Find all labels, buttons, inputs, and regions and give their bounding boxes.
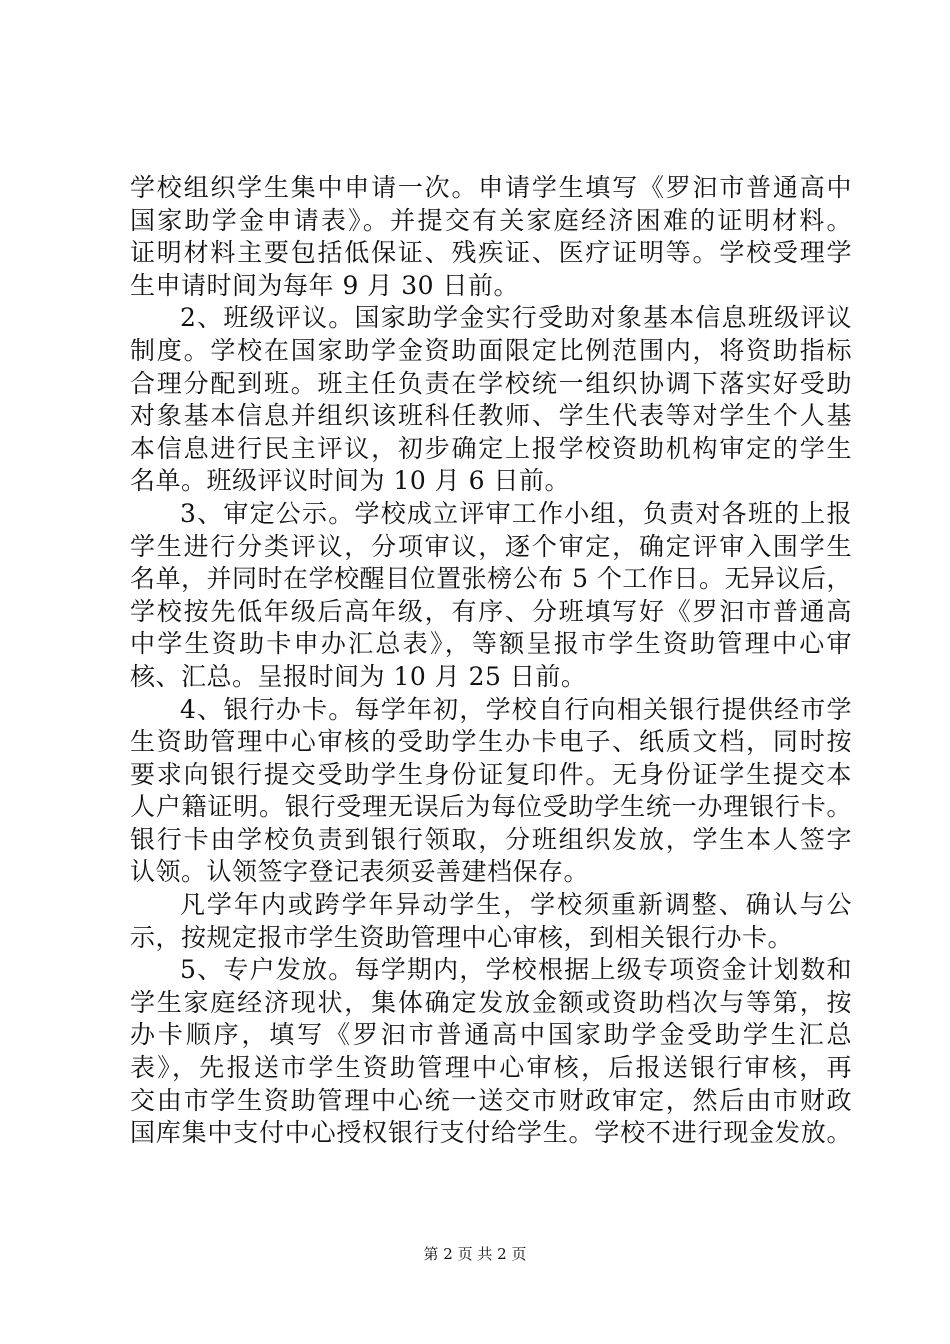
text-line: 学生家庭经济现状，集体确定发放金额或资助档次与等第，按	[130, 987, 852, 1017]
text-line: 生资助管理中心审核的受助学生办卡电子、纸质文档，同时按	[130, 727, 852, 757]
text-line: 认领。认领签字登记表须妥善建档保存。	[130, 857, 590, 887]
text-line: 证明材料主要包括低保证、残疾证、医疗证明等。学校受理学	[130, 238, 852, 268]
text-line: 名单，并同时在学校醒目位置张榜公布 5 个工作日。无异议后，	[130, 564, 852, 594]
text-line: 学校组织学生集中申请一次。申请学生填写《罗汩市普通高中	[130, 173, 852, 202]
text-line: 学生进行分类评议，分项审议，逐个审定，确定评审入围学生	[130, 531, 852, 561]
text-line: 合理分配到班。班主任负责在学校统一组织协调下落实好受助	[130, 368, 852, 398]
text-line: 国家助学金申请表》。并提交有关家庭经济困难的证明材料。	[130, 205, 852, 235]
text-line: 名单。班级评议时间为 10 月 6 日前。	[130, 466, 571, 496]
page-footer: 第 2 页 共 2 页	[423, 1245, 527, 1263]
text-line: 对象基本信息并组织该班科任教师、学生代表等对学生个人基	[130, 401, 852, 431]
text-line: 交由市学生资助管理中心统一送交市财政审定，然后由市财政	[130, 1085, 852, 1115]
text-line: 办卡顺序，填写《罗汩市普通高中国家助学金受助学生汇总	[130, 1020, 852, 1050]
text-line: 学校按先低年级后高年级，有序、分班填写好《罗汩市普通高	[130, 596, 852, 626]
text-line: 4、银行办卡。每学年初，学校自行向相关银行提供经市学	[180, 694, 852, 724]
text-line: 2、班级评议。国家助学金实行受助对象基本信息班级评议	[180, 303, 852, 333]
text-line: 银行卡由学校负责到银行领取，分班组织发放，学生本人签字	[130, 824, 852, 854]
text-line: 3、审定公示。学校成立评审工作小组，负责对各班的上报	[180, 498, 852, 528]
document-body	[130, 172, 852, 1150]
text-line: 中学生资助卡申办汇总表》，等额呈报市学生资助管理中心审	[130, 629, 852, 659]
text-line: 生申请时间为每年 9 月 30 日前。	[130, 270, 520, 300]
text-line: 示，按规定报市学生资助管理中心审核，到相关银行办卡。	[130, 922, 794, 952]
text-line: 制度。学校在国家助学金资助面限定比例范围内，将资助指标	[130, 335, 852, 365]
text-line: 5、专户发放。每学期内，学校根据上级专项资金计划数和	[180, 955, 852, 985]
text-line: 人户籍证明。银行受理无误后为每位受助学生统一办理银行卡。	[130, 792, 852, 822]
text-line: 核、汇总。呈报时间为 10 月 25 日前。	[130, 661, 587, 691]
text-line: 凡学年内或跨学年异动学生，学校须重新调整、确认与公	[180, 890, 852, 920]
text-line: 表》，先报送市学生资助管理中心审核，后报送银行审核，再	[130, 1053, 852, 1083]
text-line: 本信息进行民主评议，初步确定上报学校资助机构审定的学生	[130, 433, 852, 463]
text-line: 要求向银行提交受助学生身份证复印件。无身份证学生提交本	[130, 759, 852, 789]
text-line: 国库集中支付中心授权银行支付给学生。学校不进行现金发放。	[130, 1118, 852, 1148]
